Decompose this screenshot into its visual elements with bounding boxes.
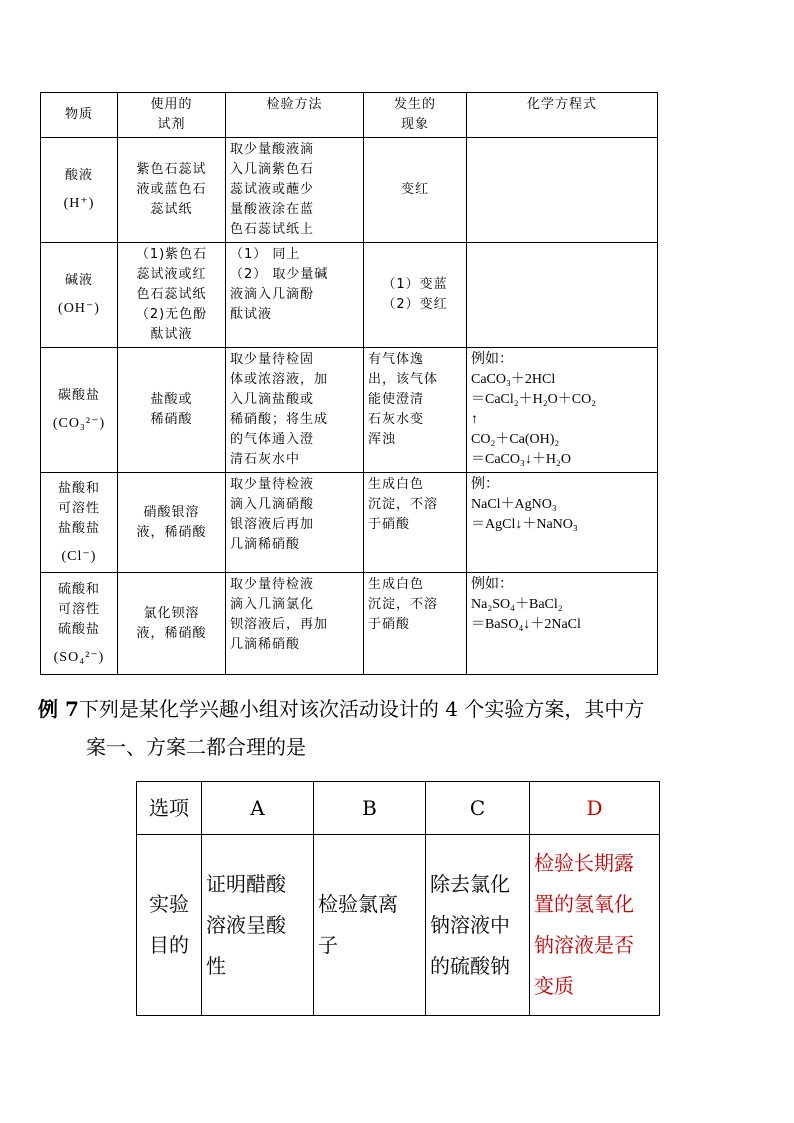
reagent-line: 硝酸银溶 (143, 504, 200, 520)
phenomenon-cell (364, 243, 467, 348)
purpose-line: 子 (318, 933, 338, 957)
purpose-line: 检验长期露 (534, 851, 634, 875)
equation-cell (467, 138, 658, 243)
ion-formula: (Cl⁻) (61, 548, 97, 564)
substance-name-line: 硫酸盐 (57, 621, 100, 637)
method-line: 色石蕊试纸上 (230, 222, 315, 237)
equation-line: ↑ (471, 412, 478, 427)
option-c-header: C (426, 782, 530, 835)
method-cell (226, 348, 364, 473)
ion-formula: (CO₃²⁻) (52, 416, 106, 431)
method-cell (226, 573, 364, 675)
question-text-line2: 案一、方案二都合理的是 (86, 735, 306, 759)
option-d-purpose (530, 835, 660, 1016)
reagent-line: 液，稀硝酸 (136, 524, 207, 540)
option-c-purpose (426, 835, 530, 1016)
table-row (41, 138, 658, 243)
option-b-header: B (314, 782, 426, 835)
ion-formula: (SO₄²⁻) (53, 649, 105, 665)
phenomenon-line: 有气体逸 (368, 352, 425, 367)
substance-name-line: 盐酸盐 (57, 520, 100, 536)
substance-cell (41, 243, 118, 348)
equation-line: ＝AgCl↓＋NaNO₃ (471, 517, 578, 532)
substance-cell (41, 473, 118, 573)
equation-cell (467, 473, 658, 573)
substance-name: 碱液 (64, 273, 93, 288)
method-line: 钡溶液后，再加 (230, 617, 329, 632)
equation-line: 例如： (471, 577, 513, 592)
substance-name-line: 可溶性 (57, 601, 100, 617)
equation-line: 例： (471, 477, 499, 492)
phenomenon-line: 沉淀，不溶 (368, 597, 439, 612)
question-text-line1: 下列是某化学兴趣小组对该次活动设计的 4 个实验方案，其中方 (78, 697, 645, 721)
substance-cell (41, 138, 118, 243)
options-header-label: 选项 (137, 782, 202, 835)
options-header-row (137, 782, 660, 835)
phenomenon-cell (364, 473, 467, 573)
method-line: 蕊试液或蘸少 (230, 182, 315, 197)
substance-name-line: 可溶性 (57, 500, 100, 516)
ion-formula: (OH⁻) (58, 301, 100, 316)
method-line: 滴入几滴硝酸 (230, 497, 315, 512)
method-line: （2） 取少量碱 (230, 267, 329, 282)
method-line: 体或浓溶液，加 (230, 372, 329, 387)
question-number: 例 7 (38, 697, 79, 721)
purpose-line: 变质 (534, 974, 574, 998)
reagent-line: 蕊试液或红 (136, 267, 207, 282)
phenomenon-line: 能使澄清 (368, 392, 425, 407)
phenomenon-cell (364, 573, 467, 675)
method-line: 取少量待检液 (230, 577, 315, 592)
equation-cell (467, 243, 658, 348)
phenomenon-line: 于硝酸 (368, 617, 411, 632)
reagent-line: 紫色石蕊试 (136, 162, 207, 177)
reagent-line: 酞试液 (150, 327, 193, 342)
header-phenomenon-line: 现象 (400, 117, 429, 132)
options-purpose-row (137, 835, 660, 1016)
option-a-purpose (202, 835, 314, 1016)
options-table (136, 781, 660, 1016)
phenomenon-line: 变红 (400, 182, 429, 197)
equation-line: ＝CaCO₃↓＋H₂O (471, 452, 571, 467)
method-line: 稀硝酸；将生成 (230, 412, 329, 427)
option-d-header: D (530, 782, 660, 835)
method-line: 入几滴紫色石 (230, 162, 315, 177)
table-body (41, 138, 658, 675)
reagent-line: 蕊试纸 (150, 202, 193, 217)
phenomenon-line: 生成白色 (368, 477, 425, 492)
method-cell (226, 138, 364, 243)
purpose-line: 钠溶液是否 (534, 933, 634, 957)
equation-line: NaCl＋AgNO₃ (471, 497, 557, 512)
reagent-cell (118, 243, 226, 348)
reagent-line: 盐酸或 (150, 392, 193, 407)
option-b-purpose (314, 835, 426, 1016)
method-line: 取少量待检固 (230, 352, 315, 367)
phenomenon-line: 出，该气体 (368, 372, 439, 387)
equation-cell (467, 573, 658, 675)
equation-line: ＝BaSO₄↓＋2NaCl (471, 617, 581, 632)
header-phenomenon-line: 发生的 (393, 97, 436, 112)
reagent-line: 液，稀硝酸 (136, 625, 207, 641)
method-cell (226, 243, 364, 348)
phenomenon-line: 生成白色 (368, 577, 425, 592)
substance-name-line: 盐酸和 (57, 480, 100, 496)
phenomenon-line: 石灰水变 (368, 412, 425, 427)
phenomenon-line: （2）变红 (382, 297, 448, 312)
table-header-row (41, 93, 658, 138)
phenomenon-line: 于硝酸 (368, 517, 411, 532)
table-row (41, 473, 658, 573)
method-line: （1） 同上 (230, 247, 301, 262)
table-row (41, 243, 658, 348)
purpose-line: 溶液呈酸 (206, 912, 286, 937)
purpose-label-line: 目的 (149, 933, 189, 957)
purpose-line: 的硫酸钠 (430, 953, 510, 978)
equation-line: CO₂＋Ca(OH)₂ (471, 432, 560, 447)
equation-line: 例如： (471, 352, 513, 367)
reagent-line: 色石蕊试纸 (136, 287, 207, 302)
substance-name: 碳酸盐 (57, 388, 100, 403)
method-cell (226, 473, 364, 573)
method-line: 银溶液后再加 (230, 517, 315, 532)
method-line: 入几滴盐酸或 (230, 392, 315, 407)
table-row (41, 348, 658, 473)
method-line: 量酸液涂在蓝 (230, 202, 315, 217)
purpose-row-label (137, 835, 202, 1016)
reagent-line: 液或蓝色石 (136, 182, 207, 197)
method-line: 取少量酸液滴 (230, 142, 315, 157)
method-line: 液滴入几滴酚 (230, 287, 315, 302)
reagent-line: 稀硝酸 (150, 412, 193, 427)
table-row (41, 573, 658, 675)
substance-name-line: 硫酸和 (57, 581, 100, 597)
question-block (38, 690, 768, 766)
purpose-line: 除去氯化 (430, 871, 510, 896)
method-line: 几滴稀硝酸 (230, 537, 301, 552)
equation-line: ＝CaCl₂＋H₂O＋CO₂ (471, 392, 597, 407)
reagent-cell (118, 573, 226, 675)
substance-cell (41, 573, 118, 675)
reagent-cell (118, 473, 226, 573)
reagent-line: （2)无色酚 (135, 307, 208, 322)
method-line: 取少量待检液 (230, 477, 315, 492)
method-line: 几滴稀硝酸 (230, 637, 301, 652)
phenomenon-line: 浑浊 (368, 432, 397, 447)
equation-line: CaCO₃＋2HCl (471, 372, 556, 387)
reagent-line: （1)紫色石 (135, 247, 208, 262)
method-line: 滴入几滴氯化 (230, 597, 315, 612)
purpose-line: 钠溶液中 (430, 912, 510, 937)
header-equation: 化学方程式 (467, 93, 658, 138)
reagent-line: 氯化钡溶 (143, 605, 200, 621)
reagent-cell (118, 348, 226, 473)
equation-line: Na₂SO₄＋BaCl₂ (471, 597, 563, 612)
phenomenon-line: （1）变蓝 (382, 277, 448, 292)
header-method: 检验方法 (226, 93, 364, 138)
purpose-label-line: 实验 (149, 892, 189, 916)
header-reagent-line: 使用的 (150, 97, 193, 112)
ion-formula: (H⁺) (63, 196, 95, 211)
reagent-cell (118, 138, 226, 243)
equation-cell (467, 348, 658, 473)
phenomenon-cell (364, 138, 467, 243)
substance-name: 酸液 (64, 168, 93, 183)
purpose-line: 证明醋酸 (206, 871, 286, 896)
header-reagent (118, 93, 226, 138)
ion-test-table (40, 92, 658, 675)
method-line: 清石灰水中 (230, 452, 301, 467)
header-substance: 物质 (41, 93, 118, 138)
purpose-line: 检验氯离 (318, 892, 398, 916)
header-reagent-line: 试剂 (157, 117, 186, 132)
purpose-line: 置的氢氧化 (534, 892, 634, 916)
purpose-line: 性 (206, 953, 226, 978)
phenomenon-cell (364, 348, 467, 473)
method-line: 的气体通入澄 (230, 432, 315, 447)
method-line: 酞试液 (230, 307, 273, 322)
header-phenomenon (364, 93, 467, 138)
option-a-header: A (202, 782, 314, 835)
phenomenon-line: 沉淀，不溶 (368, 497, 439, 512)
substance-cell (41, 348, 118, 473)
